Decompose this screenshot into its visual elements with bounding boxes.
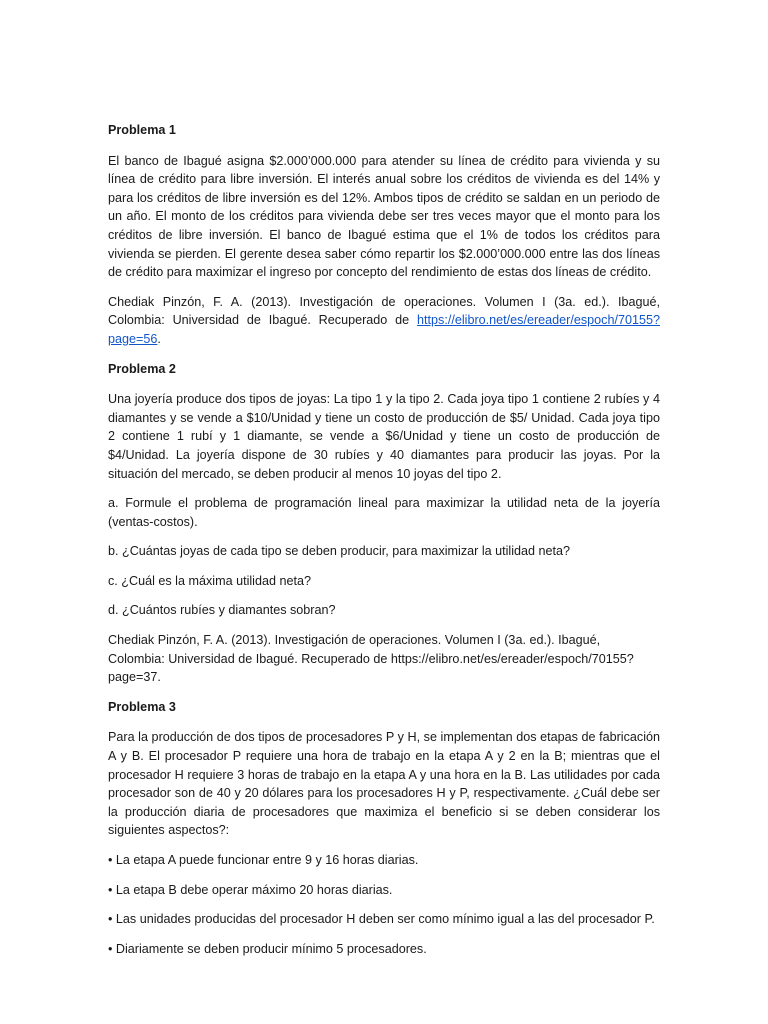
problem-2-question-a: a. Formule el problema de programación lineal para maximizar la utilidad neta de la joyería (ventas-costos). bbox=[108, 496, 660, 529]
document-page bbox=[108, 121, 660, 969]
problem-1-citation-end: . bbox=[157, 331, 161, 346]
problem-3-bullet-4: • Diariamente se deben producir mínimo 5 procesadores. bbox=[108, 941, 427, 956]
problem-2-citation: Chediak Pinzón, F. A. (2013). Investigación de operaciones. Volumen I (3a. ed.). Ibagué, Colombia: Universidad de Ibagué. Recuperado de https://elibro.net/es/ereader/espoch/70155?page=37. bbox=[108, 633, 634, 685]
problem-2-question-b: b. ¿Cuántas joyas de cada tipo se deben producir, para maximizar la utilidad neta? bbox=[108, 544, 571, 559]
problem-3-bullet-2: • La etapa B debe operar máximo 20 horas diarias. bbox=[108, 882, 393, 897]
problem-1-citation-text: Chediak Pinzón, F. A. (2013). Investigación de operaciones. Volumen I (3a. ed.). Ibagué, Colombia: Universidad de Ibagué. Recuperado de bbox=[108, 294, 660, 328]
problem-1-citation bbox=[108, 293, 660, 349]
problem-3-bullet-1: • La etapa A puede funcionar entre 9 y 16 horas diarias. bbox=[108, 853, 419, 867]
problem-2-statement: Una joyería produce dos tipos de joyas: La tipo 1 y la tipo 2. Cada joya tipo 1 contiene 2 rubíes y 4 diamantes y se vende a $10/Unidad y tiene un costo de producción de $5/ Unidad. Cada joya tipo 2 contiene 1 rubí y 1 diamante, se vende a $6/Unidad y tiene un costo de producción de $4/Unidad. La joyería dispone de 30 rubíes y 40 diamantes para producir las joyas. Por la situación del mercado, se deben producir al menos 10 joyas del tipo 2. bbox=[108, 392, 660, 481]
problem-1-citation-link[interactable]: https://elibro.net/es/ereader/espoch/70155?page=56 bbox=[108, 313, 660, 346]
problem-3-heading: Problema 3 bbox=[108, 699, 176, 714]
problem-1-heading: Problema 1 bbox=[108, 123, 176, 137]
problem-2-question-c: c. ¿Cuál es la máxima utilidad neta? bbox=[108, 573, 311, 588]
problem-3-statement: Para la producción de dos tipos de procesadores P y H, se implementan dos etapas de fabricación A y B. El procesador P requiere una hora de trabajo en la etapa A y 2 en la B; mientras que el procesador H requiere 3 horas de trabajo en la etapa A y una hora en la B. Las utilidades por cada procesador son de 40 y 20 dólares para los procesadores H y P, respectivamente. ¿Cuál debe ser la producción diaria de procesadores que maximiza el beneficio si se deben considerar los siguientes aspectos?: bbox=[108, 730, 660, 838]
problem-3-bullet-3: • Las unidades producidas del procesador H deben ser como mínimo igual a las del procesador P. bbox=[108, 912, 655, 927]
problem-2-heading: Problema 2 bbox=[108, 361, 176, 376]
problem-2-question-d: d. ¿Cuántos rubíes y diamantes sobran? bbox=[108, 603, 336, 618]
problem-1-statement: El banco de Ibagué asigna $2.000’000.000 para atender su línea de crédito para vivienda y su línea de crédito para libre inversión. El interés anual sobre los créditos de vivienda es del 14% y para los créditos de libre inversión es del 12%. Ambos tipos de crédito se saldan en un periodo de un año. El monto de los créditos para vivienda debe ser tres veces mayor que el monto para los créditos de libre inversión. El banco de Ibagué estima que el 1% de todos los créditos para vivienda se pierden. El gerente desea saber cómo repartir los $2.000’000.000 entre las dos líneas de crédito para maximizar el ingreso por concepto del rendimiento de estas dos líneas de crédito. bbox=[108, 153, 660, 280]
